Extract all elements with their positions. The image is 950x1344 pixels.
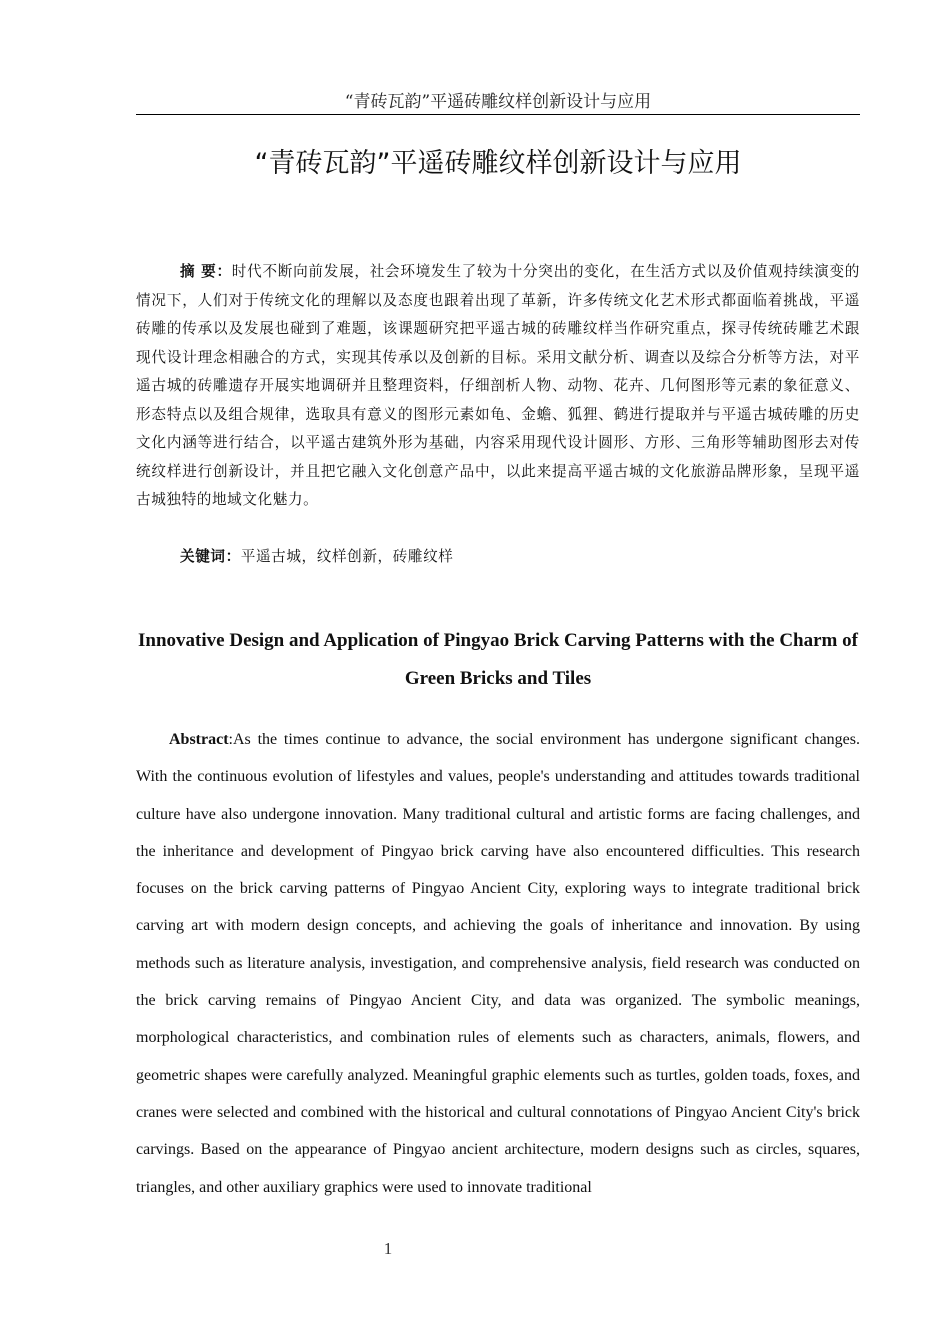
chinese-abstract-text: 时代不断向前发展，社会环境发生了较为十分突出的变化，在生活方式以及价值观持续演变的情况下，人们对于传统文化的理解以及态度也跟着出现了革新，许多传统文化艺术形式都面临着挑战，平遥砖雕的传承以及发展也碰到了难题，该课题研究把平遥古城的砖雕纹样当作研究重点，探寻传统砖雕艺术跟现代设计理念相融合的方式，实现其传承以及创新的目标。采用文献分析、调查以及综合分析等方法，对平遥古城的砖雕遗存开展实地调研并且整理资料，仔细剖析人物、动物、花卉、几何图形等元素的象征意义、形态特点以及组合规律，选取具有意义的图形元素如龟、金蟾、狐狸、鹤进行提取并与平遥古城砖雕的历史文化内涵等进行结合，以平遥古建筑外形为基础，内容采用现代设计圆形、方形、三角形等辅助图形去对传统纹样进行创新设计，并且把它融入文化创意产品中，以此来提高平遥古城的文化旅游品牌形象，呈现平遥古城独特的地域文化魅力。 <box>136 263 860 508</box>
english-abstract <box>136 721 860 1206</box>
page-number: 1 <box>383 1239 393 1258</box>
english-abstract-label: Abstract <box>169 731 229 748</box>
chinese-abstract <box>136 258 860 515</box>
chinese-title: “青砖瓦韵”平遥砖雕纹样创新设计与应用 <box>254 148 742 179</box>
running-header: “青砖瓦韵”平遥砖雕纹样创新设计与应用 <box>344 92 652 112</box>
chinese-keywords <box>136 543 860 571</box>
chinese-keywords-text: 平遥古城，纹样创新，砖雕纹样 <box>240 548 454 565</box>
chinese-keywords-label: 关键词： <box>180 548 241 565</box>
english-title: Innovative Design and Application of Pingyao Brick Carving Patterns with the Charm of Green Bricks and Tiles <box>138 630 858 689</box>
english-abstract-text: :As the times continue to advance, the social environment has undergone significant changes. With the continuous evolution of lifestyles and values, people's understanding and attitudes towards traditional culture have also undergone innovation. Many traditional cultural and artistic forms are facing challenges, and the inheritance and development of Pingyao brick carving have also encountered difficulties. This research focuses on the brick carving patterns of Pingyao Ancient City, exploring ways to integrate traditional brick carving art with modern design concepts, and achieving the goals of inheritance and innovation. By using methods such as literature analysis, investigation, and comprehensive analysis, field research was conducted on the brick carving remains of Pingyao Ancient City, and data was organized. The symbolic meanings, morphological characteristics, and combination rules of elements such as characters, animals, flowers, and geometric shapes were carefully analyzed. Meaningful graphic elements such as turtles, golden toads, foxes, and cranes were selected and combined with the historical and cultural connotations of Pingyao Ancient City's brick carvings. Based on the appearance of Pingyao ancient architecture, modern designs such as circles, squares, triangles, and other auxiliary graphics were used to innovate traditional <box>136 731 860 1196</box>
header-rule <box>136 114 860 115</box>
chinese-abstract-label: 摘 要： <box>180 263 232 280</box>
